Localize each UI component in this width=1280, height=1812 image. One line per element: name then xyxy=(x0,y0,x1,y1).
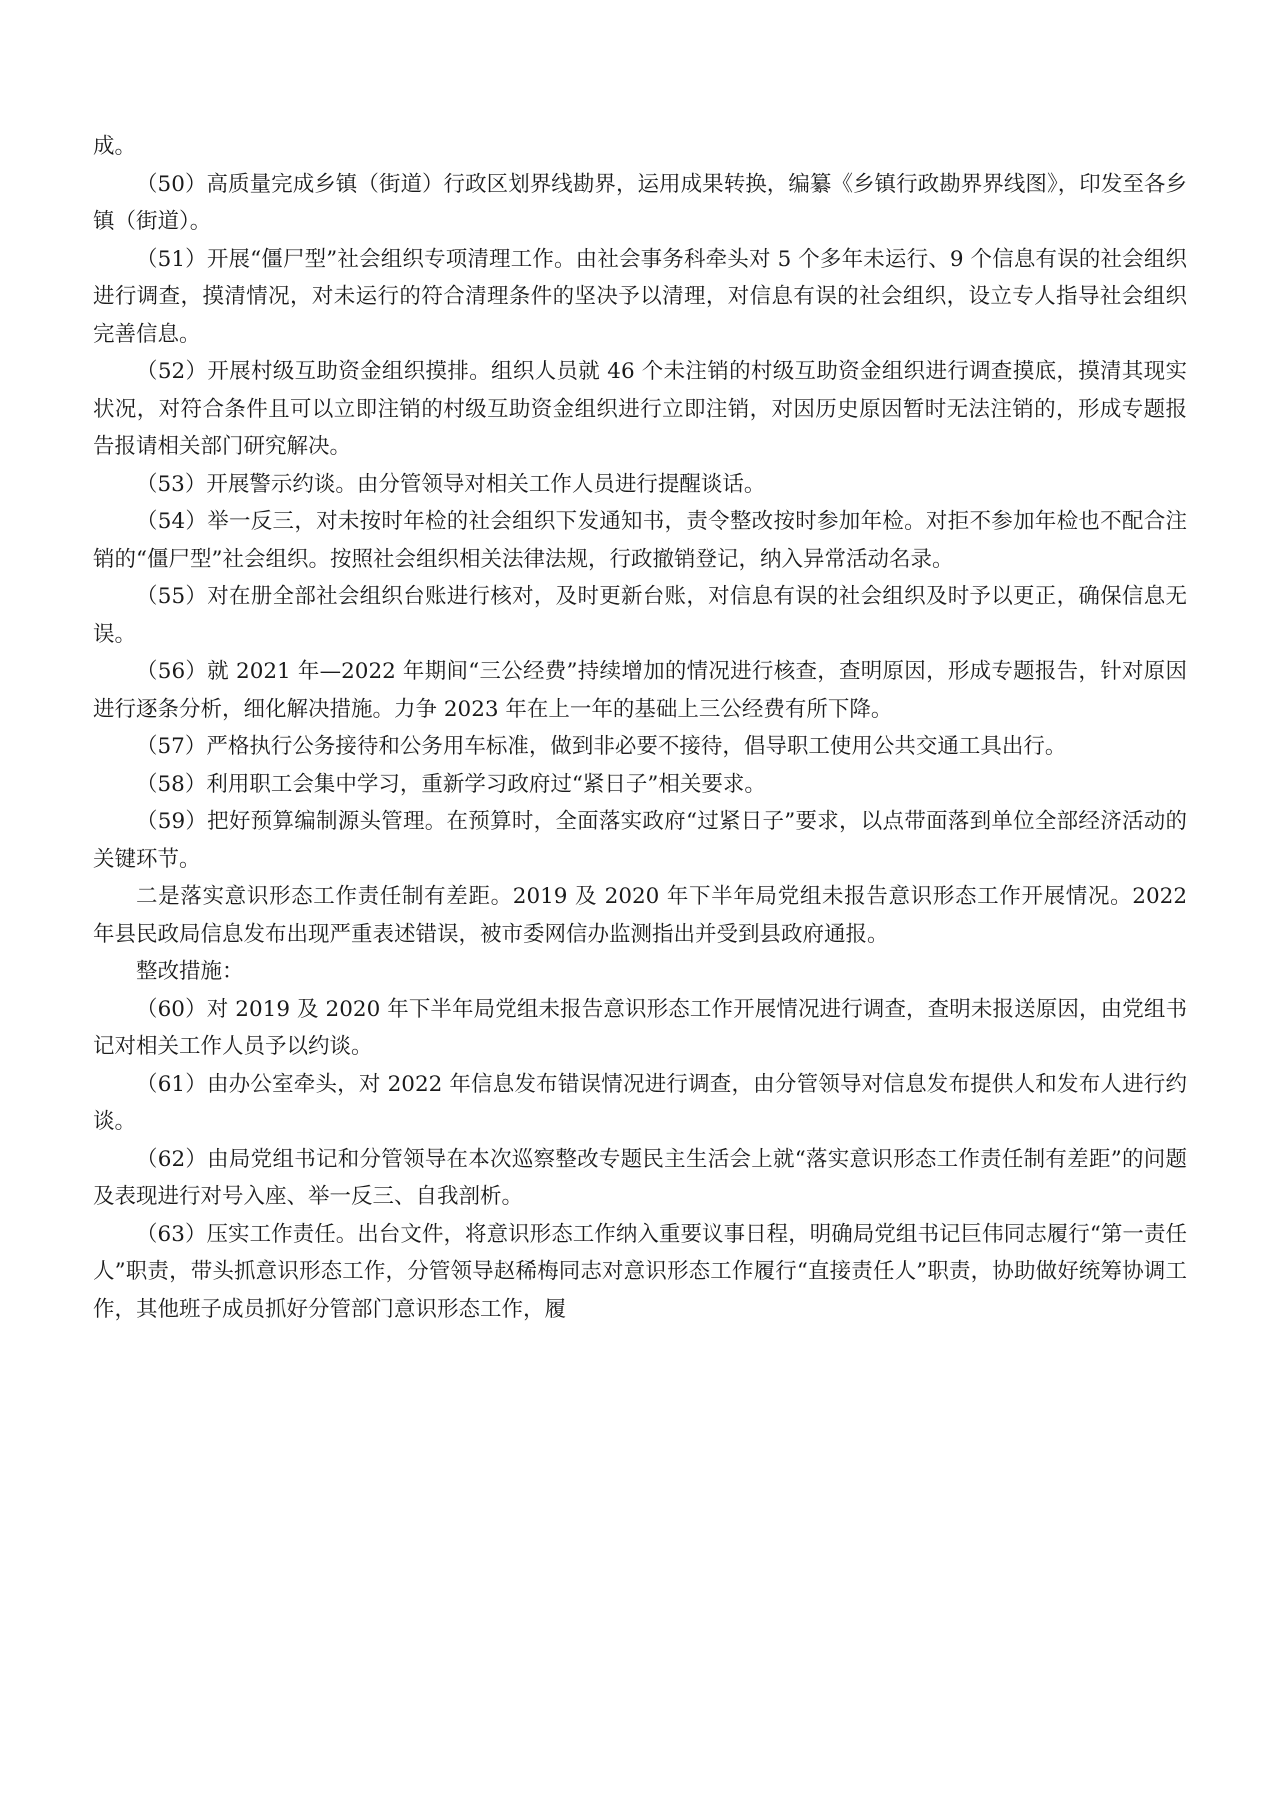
paragraph-item-60: （60）对 2019 及 2020 年下半年局党组未报告意识形态工作开展情况进行调查，查明未报送原因，由党组书记对相关工作人员予以约谈。 xyxy=(93,996,1187,1059)
paragraph-item-57: （57）严格执行公务接待和公务用车标准，做到非必要不接待，倡导职工使用公共交通工具出行。 xyxy=(136,734,1067,759)
paragraph-item-53: （53）开展警示约谈。由分管领导对相关工作人员进行提醒谈话。 xyxy=(136,471,766,497)
paragraph-item-56: （56）就 2021 年—2022 年期间“三公经费”持续增加的情况进行核查，查明原因，形成专题报告，针对原因进行逐条分析，细化解决措施。力争 2023 年在上一年的基础上三公经费有所下降。 xyxy=(93,659,1187,722)
paragraph-item-54: （54）举一反三，对未按时年检的社会组织下发通知书，责令整改按时参加年检。对拒不参加年检也不配合注销的“僵尸型”社会组织。按照社会组织相关法律法规，行政撤销登记，纳入异常活动名录。 xyxy=(93,509,1187,572)
paragraph-item-58: （58）利用职工会集中学习，重新学习政府过“紧日子”相关要求。 xyxy=(136,771,766,797)
paragraph-item-59: （59）把好预算编制源头管理。在预算时，全面落实政府“过紧日子”要求，以点带面落到单位全部经济活动的关键环节。 xyxy=(93,809,1187,872)
paragraph-item-52: （52）开展村级互助资金组织摸排。组织人员就 46 个未注销的村级互助资金组织进行调查摸底，摸清其现实状况，对符合条件且可以立即注销的村级互助资金组织进行立即注销，对因历史原因暂时无法注销的，形成专题报告报请相关部门研究解决。 xyxy=(93,359,1187,459)
paragraph-item-51: （51）开展“僵尸型”社会组织专项清理工作。由社会事务科牵头对 5 个多年未运行、9 个信息有误的社会组织进行调查，摸清情况，对未运行的符合清理条件的坚决予以清理，对信息有误的社会组织，设立专人指导社会组织完善信息。 xyxy=(93,246,1187,347)
document-body xyxy=(93,128,1187,1328)
paragraph-rectification-heading: 整改措施： xyxy=(136,959,244,984)
paragraph-item-55: （55）对在册全部社会组织台账进行核对，及时更新台账，对信息有误的社会组织及时予以更正，确保信息无误。 xyxy=(93,584,1187,647)
paragraph-item-63: （63）压实工作责任。出台文件，将意识形态工作纳入重要议事日程，明确局党组书记巨伟同志履行“第一责任人”职责，带头抓意识形态工作，分管领导赵稀梅同志对意识形态工作履行“直接责任人”职责，协助做好统筹协调工作，其他班子成员抓好分管部门意识形态工作，履 xyxy=(93,1221,1187,1322)
paragraph-issue-two: 二是落实意识形态工作责任制有差距。2019 及 2020 年下半年局党组未报告意识形态工作开展情况。2022 年县民政局信息发布出现严重表述错误，被市委网信办监测指出并受到县政府通报。 xyxy=(93,884,1187,947)
paragraph-item-50: （50）高质量完成乡镇（街道）行政区划界线勘界，运用成果转换，编纂《乡镇行政勘界界线图》，印发至各乡镇（街道）。 xyxy=(93,171,1187,234)
paragraph-item-61: （61）由办公室牵头，对 2022 年信息发布错误情况进行调查，由分管领导对信息发布提供人和发布人进行约谈。 xyxy=(93,1071,1187,1134)
paragraph-item-62: （62）由局党组书记和分管领导在本次巡察整改专题民主生活会上就“落实意识形态工作责任制有差距”的问题及表现进行对号入座、举一反三、自我剖析。 xyxy=(93,1146,1187,1209)
paragraph-continuation: 成。 xyxy=(93,134,137,159)
